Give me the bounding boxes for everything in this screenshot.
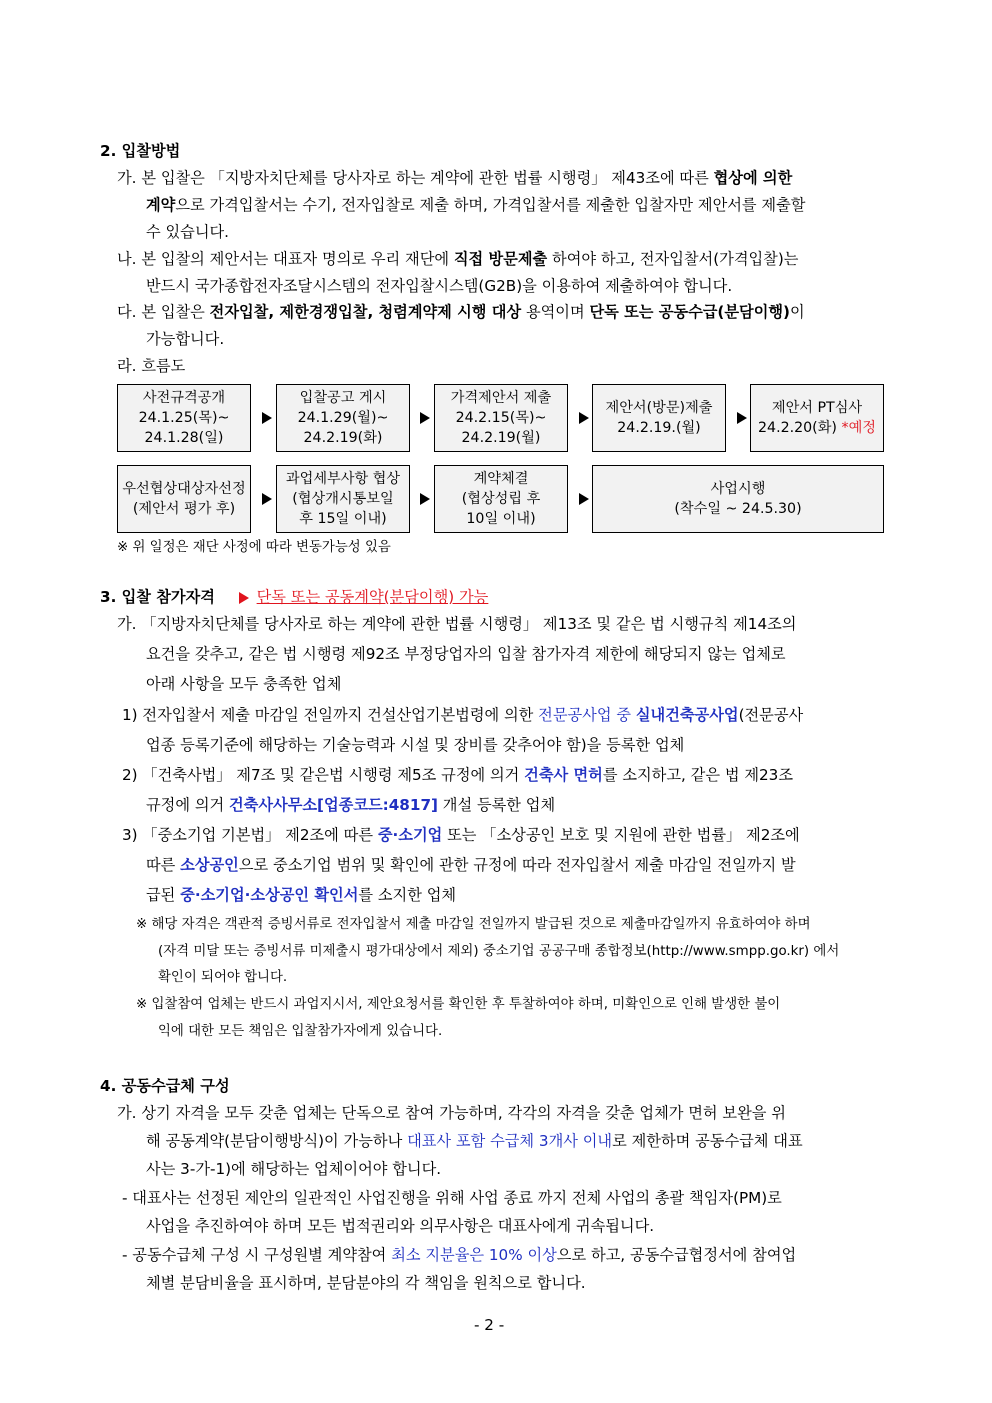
- s3-note1-line1: ※ 해당 자격은 객관적 증빙서류로 전자입찰서 제출 마감일 전일까지 발급된 것으로 제출마감일까지 유효하여야 하며: [136, 917, 811, 932]
- s3-item3-line1: 3) 「중소기업 기본법」 제2조에 따른 중·소기업 또는 「소상공인 보호 및 지원에 관한 법률」 제2조에: [122, 826, 800, 844]
- s3-item1-line1: 1) 전자입찰서 제출 마감일 전일까지 건설산업기본법령에 의한 전문공사업 중 실내건축공사업(전문공사: [122, 706, 804, 724]
- flow-arrow: [737, 412, 747, 424]
- s2-ga-line3: 수 있습니다.: [146, 223, 230, 241]
- s3-item1-line2: 업종 등록기준에 해당하는 기술능력과 시설 및 장비를 갖추어야 함)을 등록한 업체: [146, 736, 685, 754]
- s3-item3-line3: 급된 중·소기업·소상공인 확인서를 소지한 업체: [146, 886, 457, 904]
- s4-ga-line2: 해 공동계약(분담이행방식)이 가능하나 대표사 포함 수급체 3개사 이내로 제한하며 공동수급체 대표: [146, 1132, 803, 1150]
- s3-item2-line1: 2) 「건축사법」 제7조 및 같은법 시행령 제5조 규정에 의거 건축사 면허를 소지하고, 같은 법 제23조: [122, 766, 794, 784]
- flow-arrow: [420, 493, 430, 505]
- s4-dash2-line2: 체별 분담비율을 표시하며, 분담분야의 각 책임을 원칙으로 합니다.: [146, 1274, 586, 1292]
- flow-arrow: [420, 412, 430, 424]
- flow-arrow: [262, 493, 272, 505]
- section-3-title: 3. 입찰 참가자격: [100, 588, 215, 606]
- s3-note1-line3: 확인이 되어야 합니다.: [158, 970, 288, 985]
- s3-item3-line2: 따른 소상공인으로 중소기업 범위 및 확인에 관한 규정에 따라 전자입찰서 제출 마감일 전일까지 발: [146, 856, 796, 874]
- section-4-title: 4. 공동수급체 구성: [100, 1077, 230, 1095]
- flow-box-pt-review: 제안서 PT심사 24.2.20(화) *예정: [750, 384, 884, 452]
- red-triangle-icon: [239, 592, 249, 604]
- s4-ga-line3: 사는 3-가-1)에 해당하는 업체이어야 합니다.: [146, 1160, 442, 1178]
- s3-note2-line2: 익에 대한 모든 책임은 입찰참가자에게 있습니다.: [158, 1024, 443, 1039]
- s3-ga-line3: 아래 사항을 모두 충족한 업체: [146, 675, 342, 693]
- flow-box-negotiation: 과업세부사항 협상 (협상개시통보일 후 15일 이내): [276, 465, 410, 533]
- flow-box-project-start: 사업시행 (착수일 ~ 24.5.30): [592, 465, 884, 533]
- s4-dash1-line1: - 대표사는 선정된 제안의 일관적인 사업진행을 위해 사업 종료 까지 전체 사업의 총괄 책임자(PM)로: [122, 1189, 782, 1207]
- flow-note: ※ 위 일정은 재단 사정에 따라 변동가능성 있음: [117, 540, 391, 555]
- flow-box-price-proposal: 가격제안서 제출 24.2.15(목)~ 24.2.19(월): [434, 384, 568, 452]
- flow-arrow: [579, 412, 589, 424]
- page-number: - 2 -: [474, 1316, 505, 1334]
- section-2-title: 2. 입찰방법: [100, 142, 181, 160]
- s2-na-line1: 나. 본 입찰의 제안서는 대표자 명의로 우리 재단에 직접 방문제출 하여야 하고, 전자입찰서(가격입찰)는: [117, 250, 799, 268]
- flow-arrow: [579, 493, 589, 505]
- s4-dash1-line2: 사업을 추진하여야 하며 모든 법적권리와 의무사항은 대표사에게 귀속됩니다.: [146, 1217, 655, 1235]
- flow-box-proposal-submit: 제안서(방문)제출 24.2.19.(월): [592, 384, 726, 452]
- s2-da-line1: 다. 본 입찰은 전자입찰, 제한경쟁입찰, 청렴계약제 시행 대상 용역이며 단독 또는 공동수급(분담이행)이: [117, 303, 805, 321]
- s3-item2-line2: 규정에 의거 건축사사무소[업종코드:4817] 개설 등록한 업체: [146, 796, 556, 814]
- flow-box-bid-notice: 입찰공고 게시 24.1.29(월)~ 24.2.19(화): [276, 384, 410, 452]
- s2-ra-label: 라. 흐름도: [117, 357, 186, 375]
- s2-na-line2: 반드시 국가종합전자조달시스템의 전자입찰시스템(G2B)을 이용하여 제출하여야 합니다.: [146, 277, 733, 295]
- flow-arrow: [262, 412, 272, 424]
- s3-note2-line1: ※ 입찰참여 업체는 반드시 과업지시서, 제안요청서를 확인한 후 투찰하여야 하며, 미확인으로 인해 발생한 불이: [136, 997, 781, 1012]
- flow-box-contract: 계약체결 (협상성립 후 10일 이내): [434, 465, 568, 533]
- s3-note1-line2: (자격 미달 또는 증빙서류 미제출시 평가대상에서 제외) 중소기업 공공구매 종합정보(http://www.smpp.go.kr) 에서: [158, 944, 840, 959]
- flow-box-pre-spec: 사전규격공개 24.1.25(목)~ 24.1.28(일): [117, 384, 251, 452]
- s3-ga-line2: 요건을 갖추고, 같은 법 시행령 제92조 부정당업자의 입찰 참가자격 제한에 해당되지 않는 업체로: [146, 645, 786, 663]
- section-3-title-row: [100, 586, 488, 607]
- s4-dash2-line1: - 공동수급체 구성 시 구성원별 계약참여 최소 지분율은 10% 이상으로 하고, 공동수급협정서에 참여업: [122, 1246, 797, 1264]
- s4-ga-line1: 가. 상기 자격을 모두 갖춘 업체는 단독으로 참여 가능하며, 각각의 자격을 갖춘 업체가 면허 보완을 위: [117, 1104, 786, 1122]
- joint-contract-note: 단독 또는 공동계약(분담이행) 가능: [239, 588, 489, 606]
- flow-box-priority-select: 우선협상대상자선정 (제안서 평가 후): [117, 465, 251, 533]
- s2-da-line2: 가능합니다.: [146, 330, 225, 348]
- s2-ga-line1: 가. 본 입찰은 「지방자치단체를 당사자로 하는 계약에 관한 법률 시행령」 제43조에 따른 협상에 의한: [117, 169, 793, 187]
- s3-ga-line1: 가. 「지방자치단체를 당사자로 하는 계약에 관한 법률 시행령」 제13조 및 같은 법 시행규칙 제14조의: [117, 615, 797, 633]
- scheduled-note: *예정: [841, 420, 876, 436]
- s2-ga-line2: 계약으로 가격입찰서는 수기, 전자입찰로 제출 하며, 가격입찰서를 제출한 입찰자만 제안서를 제출할: [146, 196, 806, 214]
